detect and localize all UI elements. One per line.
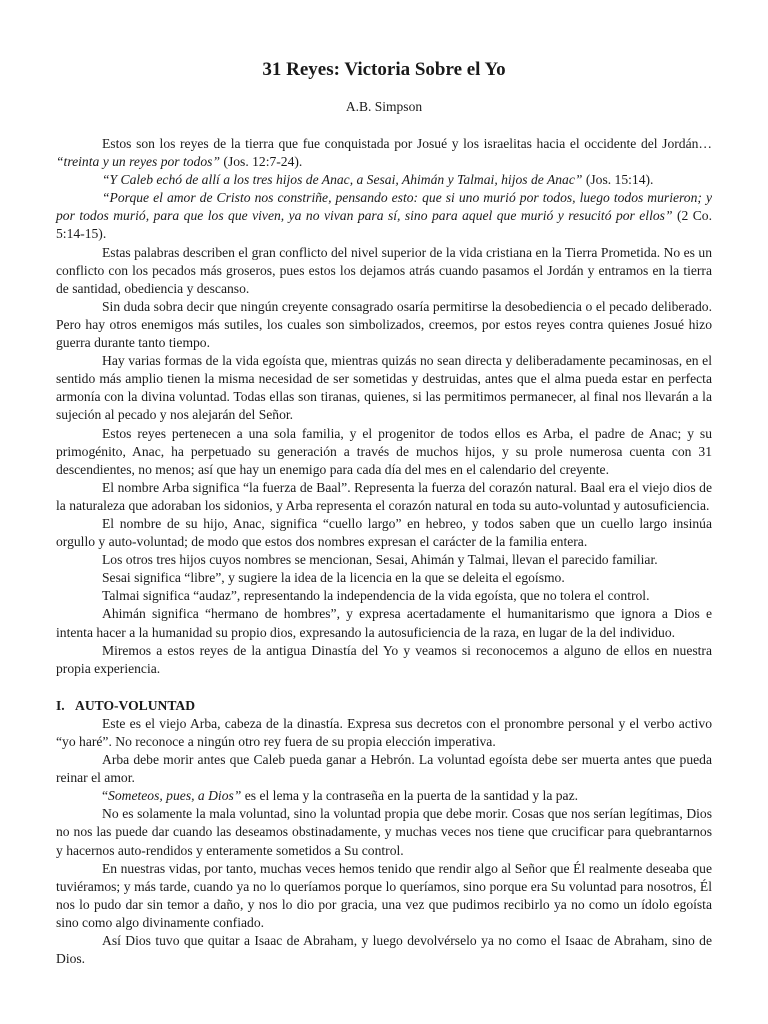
text-run: (Jos. 12:7-24). — [220, 154, 303, 170]
paragraph — [56, 569, 712, 587]
document-author: A.B. Simpson — [345, 99, 423, 114]
document-page — [56, 0, 712, 968]
paragraph — [56, 298, 712, 352]
text-run: (2 Co. 5:14-15). — [56, 208, 712, 242]
section-body — [56, 715, 712, 968]
paragraph — [56, 551, 712, 569]
paragraph — [56, 605, 712, 641]
paragraph — [56, 135, 712, 171]
paragraph — [56, 587, 712, 605]
text-run: “ — [102, 788, 109, 804]
text-run: En nuestras vidas, por tanto, muchas veces hemos tenido que rendir algo al Señor que Él realmente deseaba que tuviéramos; y más tarde, cuando ya no lo queríamos porque lo queríamos, sino porque era Su voluntad para nosotros, Él nos lo pudo dar sin temor a daño, y nos lo dio por gracia, una vez que pudimos recibirlo ya no como un ídolo egoísta sino como algo divinamente confiado. — [56, 860, 712, 930]
text-run: Así Dios tuvo que quitar a Isaac de Abraham, y luego devolvérselo ya no como el Isaac de Abraham, sino de Dios. — [56, 933, 712, 967]
text-run: Estos son los reyes de la tierra que fue conquistada por Josué y los israelitas hacia el occidente del Jordán… — [102, 136, 712, 151]
text-run: Sin duda sobra decir que ningún creyente consagrado osaría permitirse la desobediencia o el pecado deliberado. Pero hay otros enemigos más sutiles, los cuales son simbolizados, creemos, por estos reyes contra quienes Josué hizo guerra durante tanto tiempo. — [56, 298, 712, 351]
text-run: Sesai significa “libre”, y sugiere la idea de la licencia en la que se deleita el egoísmo. — [102, 570, 565, 586]
paragraph — [56, 425, 712, 479]
text-run: Los otros tres hijos cuyos nombres se mencionan, Sesai, Ahimán y Talmai, llevan el parecido familiar. — [102, 552, 658, 568]
text-run: Este es el viejo Arba, cabeza de la dinastía. Expresa sus decretos con el pronombre personal y el verbo activo “yo haré”. No reconoce a ningún otro rey fuera de su propia elección imperativa. — [56, 715, 712, 749]
text-run: (Jos. 15:14). — [582, 172, 654, 188]
text-run: Miremos a estos reyes de la antigua Dinastía del Yo y veamos si reconocemos a alguno de ellos en nuestra propia experiencia. — [56, 642, 712, 676]
text-run: Talmai significa “audaz”, representando la independencia de la vida egoísta, que no tolera el control. — [102, 588, 650, 604]
paragraph — [56, 352, 712, 424]
document-title: 31 Reyes: Victoria Sobre el Yo — [262, 59, 506, 80]
text-run: No es solamente la mala voluntad, sino la voluntad propia que debe morir. Cosas que nos serían legítimas, Dios no nos las puede dar cuando las deseamos obstinadamente, y muchas veces nos tiene que crucificar para quebrantarnos y hacernos auto-rendidos y enteramente sometidos a Su control. — [56, 806, 712, 858]
text-run: Estas palabras describen el gran conflicto del nivel superior de la vida cristiana en la Tierra Prometida. No es un conflicto con los pecados más groseros, pues estos los dejamos atrás cuando pasamos el Jordán y entramos en la tierra de santidad, obediencia y descanso. — [56, 244, 712, 296]
paragraph — [56, 642, 712, 678]
text-run: es el lema y la contraseña en la puerta de la santidad y la paz. — [241, 788, 579, 804]
document-body — [56, 135, 712, 968]
paragraph — [56, 860, 712, 932]
paragraph — [56, 189, 712, 243]
italic-text-run: “Y Caleb echó de allí a los tres hijos de Anac, a Sesai, Ahimán y Talmai, hijos de Anac” — [102, 172, 583, 188]
italic-text-run: “treinta y un reyes por todos” — [56, 154, 221, 170]
text-run: Hay varias formas de la vida egoísta que, mientras quizás no sean directa y deliberadamente pecaminosas, en el sentido más amplio tienen la misma necesidad de ser sometidas y destruidas, antes que el alma pueda estar en perfecta armonía con la divina voluntad. Todas ellas son tiranas, quienes, si las permitimos permanecer, al final nos llevarán a la sujeción al pecado y nos alejarán del Señor. — [56, 353, 712, 423]
paragraph — [56, 932, 712, 968]
italic-text-run: Someteos, pues, a Dios” — [108, 788, 242, 804]
paragraph — [56, 715, 712, 751]
section-heading-text: AUTO-VOLUNTAD — [75, 697, 196, 713]
intro-section — [56, 135, 712, 678]
paragraph — [56, 171, 712, 189]
paragraph — [56, 479, 712, 515]
section-number: I. — [56, 697, 65, 713]
paragraph — [56, 787, 712, 805]
text-run: Ahimán significa “hermano de hombres”, y expresa acertadamente el humanitarismo que ignora a Dios e intenta hacer a la humanidad su propio dios, expresando la autosuficiencia de la raza, en lugar de la del individuo. — [56, 606, 712, 640]
paragraph — [56, 244, 712, 298]
text-run: Arba debe morir antes que Caleb pueda ganar a Hebrón. La voluntad egoísta debe ser muerta antes que pueda reinar el amor. — [56, 752, 712, 786]
text-run: El nombre de su hijo, Anac, significa “cuello largo” en hebreo, y todos saben que un cuello largo insinúa orgullo y auto-voluntad; de modo que estos dos nombres expresan el carácter de la familia entera. — [56, 515, 712, 550]
text-run: El nombre Arba significa “la fuerza de Baal”. Representa la fuerza del corazón natural. Baal era el viejo dios de la naturaleza que adoraban los sidonios, y Arba representa el corazón natural en toda su auto-voluntad y autosuficiencia. — [56, 479, 712, 513]
paragraph — [56, 751, 712, 787]
paragraph — [56, 515, 712, 551]
section-heading — [56, 697, 712, 715]
italic-text-run: “Porque el amor de Cristo nos constriñe, pensando esto: que si uno murió por todos, luego todos murieron; y por todos murió, para que los que viven, ya no vivan para sí, sino para aquel que murió y resucitó por ellos” — [56, 190, 712, 224]
text-run: Estos reyes pertenecen a una sola familia, y el progenitor de todos ellos es Arba, el padre de Anac; y su primogénito, Anac, ha perpetuado su generación a través de muchos hijos, y su prole numerosa cuenta con 31 descendientes, no menos; así que hay un enemigo para cada día del mes en el calendario del creyente. — [56, 425, 712, 477]
paragraph — [56, 805, 712, 859]
